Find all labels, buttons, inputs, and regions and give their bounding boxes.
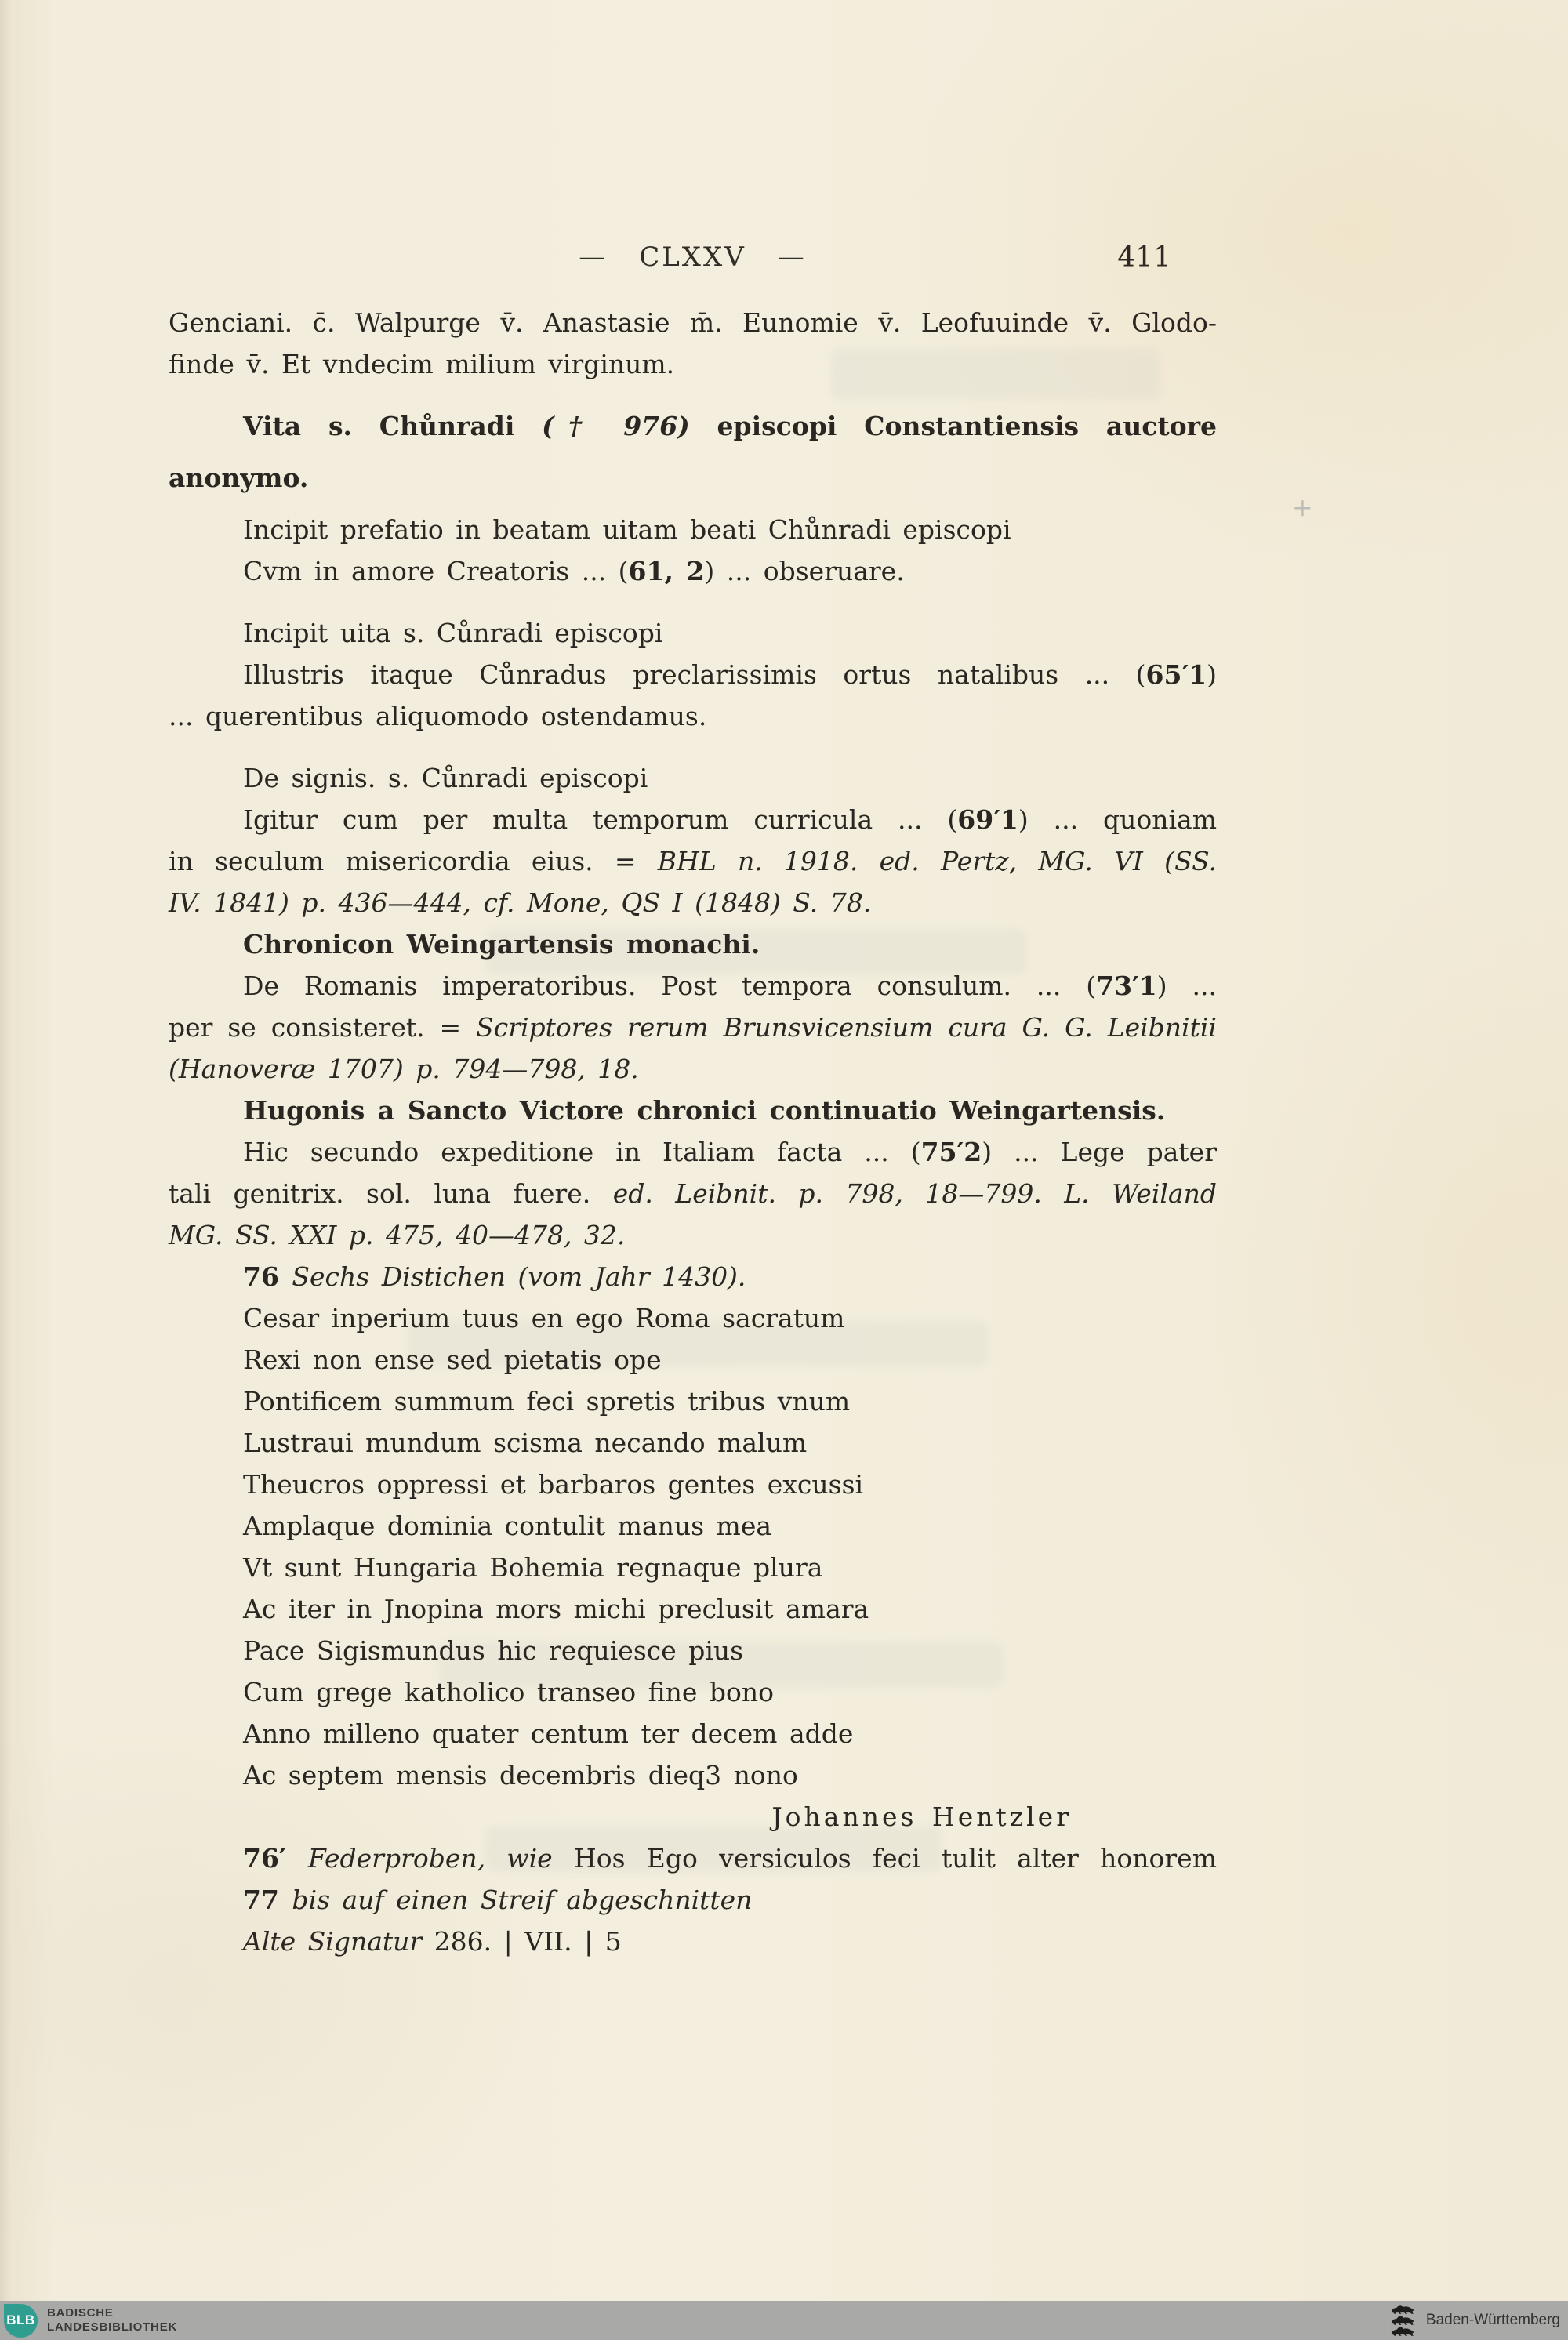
- text-segment: ) ...: [1156, 970, 1217, 1001]
- text-line: [169, 757, 1217, 799]
- text-segment: 75′2: [920, 1137, 982, 1167]
- three-lions-icon: [1390, 2304, 1417, 2337]
- text-segment: anonymo.: [169, 463, 309, 493]
- text-segment: Johannes Hentzler: [771, 1801, 1072, 1832]
- text-segment: Alte Signatur: [243, 1926, 434, 1957]
- text-segment: ) ... quoniam: [1018, 804, 1218, 835]
- text-line: [169, 923, 1217, 965]
- text-segment: Pace Sigismundus hic requiesce pius: [243, 1635, 744, 1666]
- footer-bar: [0, 2301, 1568, 2340]
- text-segment: Amplaque dominia contulit manus mea: [243, 1511, 772, 1541]
- text-line: [169, 1588, 1217, 1630]
- text-line: [169, 1505, 1217, 1547]
- text-line: [169, 405, 1217, 447]
- text-segment: De Romanis imperatoribus. Post tempora consulum. ... (: [243, 970, 1097, 1001]
- text-segment: Theucros oppressi et barbaros gentes excussi: [243, 1469, 864, 1500]
- library-name: [47, 2306, 177, 2335]
- text-line: [169, 1214, 1217, 1256]
- text-line: [169, 1879, 1217, 1921]
- text-line: [169, 1464, 1217, 1505]
- text-line: [169, 1131, 1217, 1173]
- text-line: [169, 550, 1217, 592]
- text-segment: Ac iter in Jnopina mors michi preclusit amara: [243, 1594, 869, 1624]
- library-branding: [0, 2301, 177, 2340]
- text-line: [169, 343, 1217, 385]
- state-branding: [1390, 2304, 1560, 2337]
- text-segment: Cvm in amore Creatoris ... (: [243, 556, 629, 586]
- text-line: [169, 302, 1217, 343]
- text-line: [169, 882, 1217, 923]
- page-header: [169, 241, 1217, 285]
- text-line: [169, 612, 1217, 654]
- text-segment: 76: [243, 1261, 292, 1292]
- text-segment: Rexi non ense sed pietatis ope: [243, 1344, 662, 1375]
- text-segment: († 976): [542, 411, 690, 441]
- text-segment: 286. | VII. | 5: [434, 1926, 622, 1957]
- text-segment: finde v̄. Et vndecim milium virginum.: [169, 349, 675, 379]
- text-segment: ... querentibus aliquomodo ostendamus.: [169, 701, 707, 731]
- state-name: Baden-Württemberg: [1425, 2312, 1560, 2328]
- text-segment: Incipit prefatio in beatam uitam beati Chůnradi episcopi: [243, 514, 1011, 545]
- text-segment: ) ... Lege pater: [982, 1137, 1217, 1167]
- text-block: [169, 302, 1217, 1962]
- text-segment: ): [1207, 659, 1217, 690]
- text-segment: bis auf einen Streif abgeschnitten: [292, 1885, 753, 1915]
- text-line: [169, 1671, 1217, 1713]
- text-line: [169, 840, 1217, 882]
- text-segment: 76′: [243, 1843, 308, 1874]
- text-line: [169, 509, 1217, 550]
- text-line: [169, 1339, 1217, 1380]
- text-segment: Vt sunt Hungaria Bohemia regnaque plura: [243, 1552, 823, 1583]
- text-segment: De signis. s. Cůnradi episcopi: [243, 763, 648, 793]
- library-name-line1: BADISCHE: [47, 2306, 114, 2320]
- text-line: [169, 1173, 1217, 1214]
- text-segment: Anno milleno quater centum ter decem adde: [243, 1718, 854, 1749]
- text-segment: in seculum misericordia eius. =: [169, 846, 658, 876]
- text-segment: tali genitrix. sol. luna fuere.: [169, 1178, 613, 1209]
- text-segment: per se consisteret. =: [169, 1012, 477, 1043]
- text-segment: ) ... obseruare.: [704, 556, 905, 586]
- text-segment: (Hanoveræ 1707) p. 794—798, 18.: [169, 1054, 639, 1084]
- text-segment: ed. Leibnit. p. 798, 18—799. L. Weiland: [612, 1178, 1217, 1209]
- text-line: [169, 1297, 1217, 1339]
- text-segment: Ac septem mensis decembris dieq3 nono: [243, 1760, 798, 1790]
- text-segment: Cum grege katholico transeo fine bono: [243, 1677, 775, 1707]
- ink-bleed-plus-mark: +: [1292, 492, 1313, 522]
- library-name-line2: LANDESBIBLIOTHEK: [47, 2320, 178, 2334]
- text-segment: Chronicon Weingartensis monachi.: [243, 929, 760, 960]
- text-segment: BHL n. 1918. ed. Pertz, MG. VI (SS.: [657, 846, 1217, 876]
- text-segment: 73′1: [1096, 970, 1157, 1001]
- text-segment: MG. SS. XXI p. 475, 40—478, 32.: [169, 1220, 626, 1250]
- text-segment: Cesar inperium tuus en ego Roma sacratum: [243, 1303, 845, 1333]
- text-line: [169, 1630, 1217, 1671]
- text-segment: Hugonis a Sancto Victore chronici continuatio Weingartensis.: [243, 1095, 1166, 1126]
- text-segment: Igitur cum per multa temporum curricula ... (: [243, 804, 958, 835]
- text-line: [169, 799, 1217, 840]
- text-line: [169, 1921, 1217, 1962]
- text-segment: Incipit uita s. Cůnradi episcopi: [243, 618, 663, 648]
- text-line: [169, 1547, 1217, 1588]
- text-line: [169, 1838, 1217, 1879]
- blb-logo: [4, 2304, 38, 2338]
- text-segment: Hic secundo expeditione in Italiam facta ... (: [243, 1137, 921, 1167]
- text-segment: episcopi Constantiensis auctore: [689, 411, 1217, 441]
- text-segment: Lustraui mundum scisma necando malum: [243, 1428, 808, 1458]
- text-segment: IV. 1841) p. 436—444, cf. Mone, QS I (1848) S. 78.: [169, 887, 872, 918]
- text-segment: 77: [243, 1885, 292, 1915]
- text-segment: Illustris itaque Cůnradus preclarissimis ortus natalibus ... (: [243, 659, 1146, 690]
- text-segment: Federproben, wie: [307, 1843, 574, 1874]
- text-segment: Genciani. c̄. Walpurge v̄. Anastasie m̄. Eunomie v̄. Leofuuinde v̄. Glodo-: [169, 307, 1217, 338]
- text-line: [169, 1048, 1217, 1090]
- text-segment: Hos Ego versiculos feci tulit alter honorem: [573, 1843, 1217, 1874]
- text-line: [169, 1380, 1217, 1422]
- text-line: [169, 1796, 1217, 1838]
- text-line: [169, 1713, 1217, 1754]
- text-segment: Sechs Distichen (vom Jahr 1430).: [292, 1261, 746, 1292]
- text-line: [169, 1422, 1217, 1464]
- text-line: [169, 457, 1217, 499]
- text-segment: 61, 2: [628, 556, 705, 586]
- text-segment: 69′1: [957, 804, 1018, 835]
- text-segment: 65′1: [1145, 659, 1207, 690]
- text-line: [169, 1090, 1217, 1131]
- page-number: 411: [1117, 241, 1171, 274]
- text-segment: Vita s. Chůnradi: [243, 411, 543, 441]
- text-line: [169, 965, 1217, 1007]
- text-line: [169, 695, 1217, 737]
- blb-logo-abbr: BLB: [6, 2313, 35, 2327]
- text-segment: Scriptores rerum Brunsvicensium cura G. G. Leibnitii: [476, 1012, 1217, 1043]
- running-title: — CLXXV —: [579, 241, 807, 273]
- text-segment: Pontificem summum feci spretis tribus vnum: [243, 1386, 851, 1417]
- text-line: [169, 1754, 1217, 1796]
- text-line: [169, 1007, 1217, 1048]
- text-line: [169, 654, 1217, 695]
- text-line: [169, 1256, 1217, 1297]
